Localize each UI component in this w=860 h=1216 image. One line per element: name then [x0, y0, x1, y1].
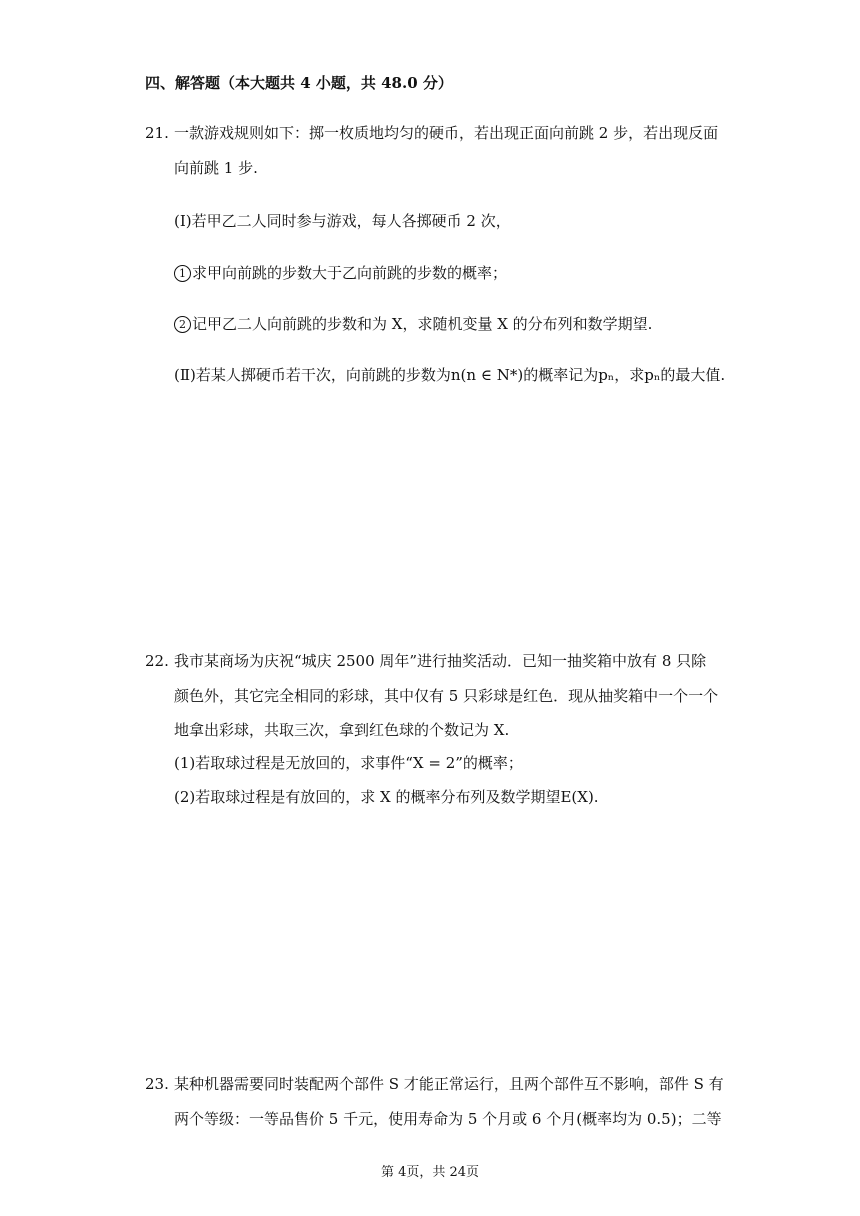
question-23-number: 23. — [145, 1075, 169, 1093]
question-22-part-2: (2)若取球过程是有放回的，求 X 的概率分布列及数学期望E(X). — [174, 788, 599, 806]
question-21-sub-2 — [174, 313, 652, 335]
question-21-part-2: (Ⅱ)若某人掷硬币若干次，向前跳的步数为n(n ∈ N*)的概率记为pₙ，求pₙ的最大值. — [174, 366, 726, 384]
question-21-part-1: (Ⅰ)若甲乙二人同时参与游戏，每人各掷硬币 2 次， — [174, 212, 511, 230]
question-23-line-2: 两个等级：一等品售价 5 千元，使用寿命为 5 个月或 6 个月(概率均为 0.5)；二等 — [174, 1110, 722, 1128]
circled-number-1: 1 — [174, 265, 191, 282]
question-21-line-2: 向前跳 1 步. — [174, 159, 258, 177]
question-22-number: 22. — [145, 652, 169, 670]
section-title: 四、解答题（本大题共 4 小题，共 48.0 分） — [145, 74, 453, 92]
question-22-line-1: 我市某商场为庆祝“城庆 2500 周年”进行抽奖活动．已知一抽奖箱中放有 8 只除 — [174, 652, 707, 670]
page-footer: 第 4页，共 24页 — [380, 1165, 480, 1180]
question-21-sub-1-text: 求甲向前跳的步数大于乙向前跳的步数的概率； — [192, 264, 508, 282]
question-21-sub-2-text: 记甲乙二人向前跳的步数和为 X，求随机变量 X 的分布列和数学期望. — [192, 315, 653, 333]
question-22-part-1: (1)若取球过程是无放回的，求事件“X = 2”的概率； — [174, 754, 523, 772]
question-22-line-3: 地拿出彩球，共取三次，拿到红色球的个数记为 X. — [174, 721, 510, 739]
question-21-line-1: 一款游戏规则如下：掷一枚质地均匀的硬币，若出现正面向前跳 2 步，若出现反面 — [174, 124, 719, 142]
question-23-line-1: 某种机器需要同时装配两个部件 S 才能正常运行，且两个部件互不影响，部件 S 有 — [174, 1075, 724, 1093]
question-22-line-2: 颜色外，其它完全相同的彩球，其中仅有 5 只彩球是红色．现从抽奖箱中一个一个 — [174, 687, 719, 705]
question-21-sub-1 — [174, 262, 507, 284]
circled-number-2: 2 — [174, 316, 191, 333]
question-21-number: 21. — [145, 124, 169, 142]
